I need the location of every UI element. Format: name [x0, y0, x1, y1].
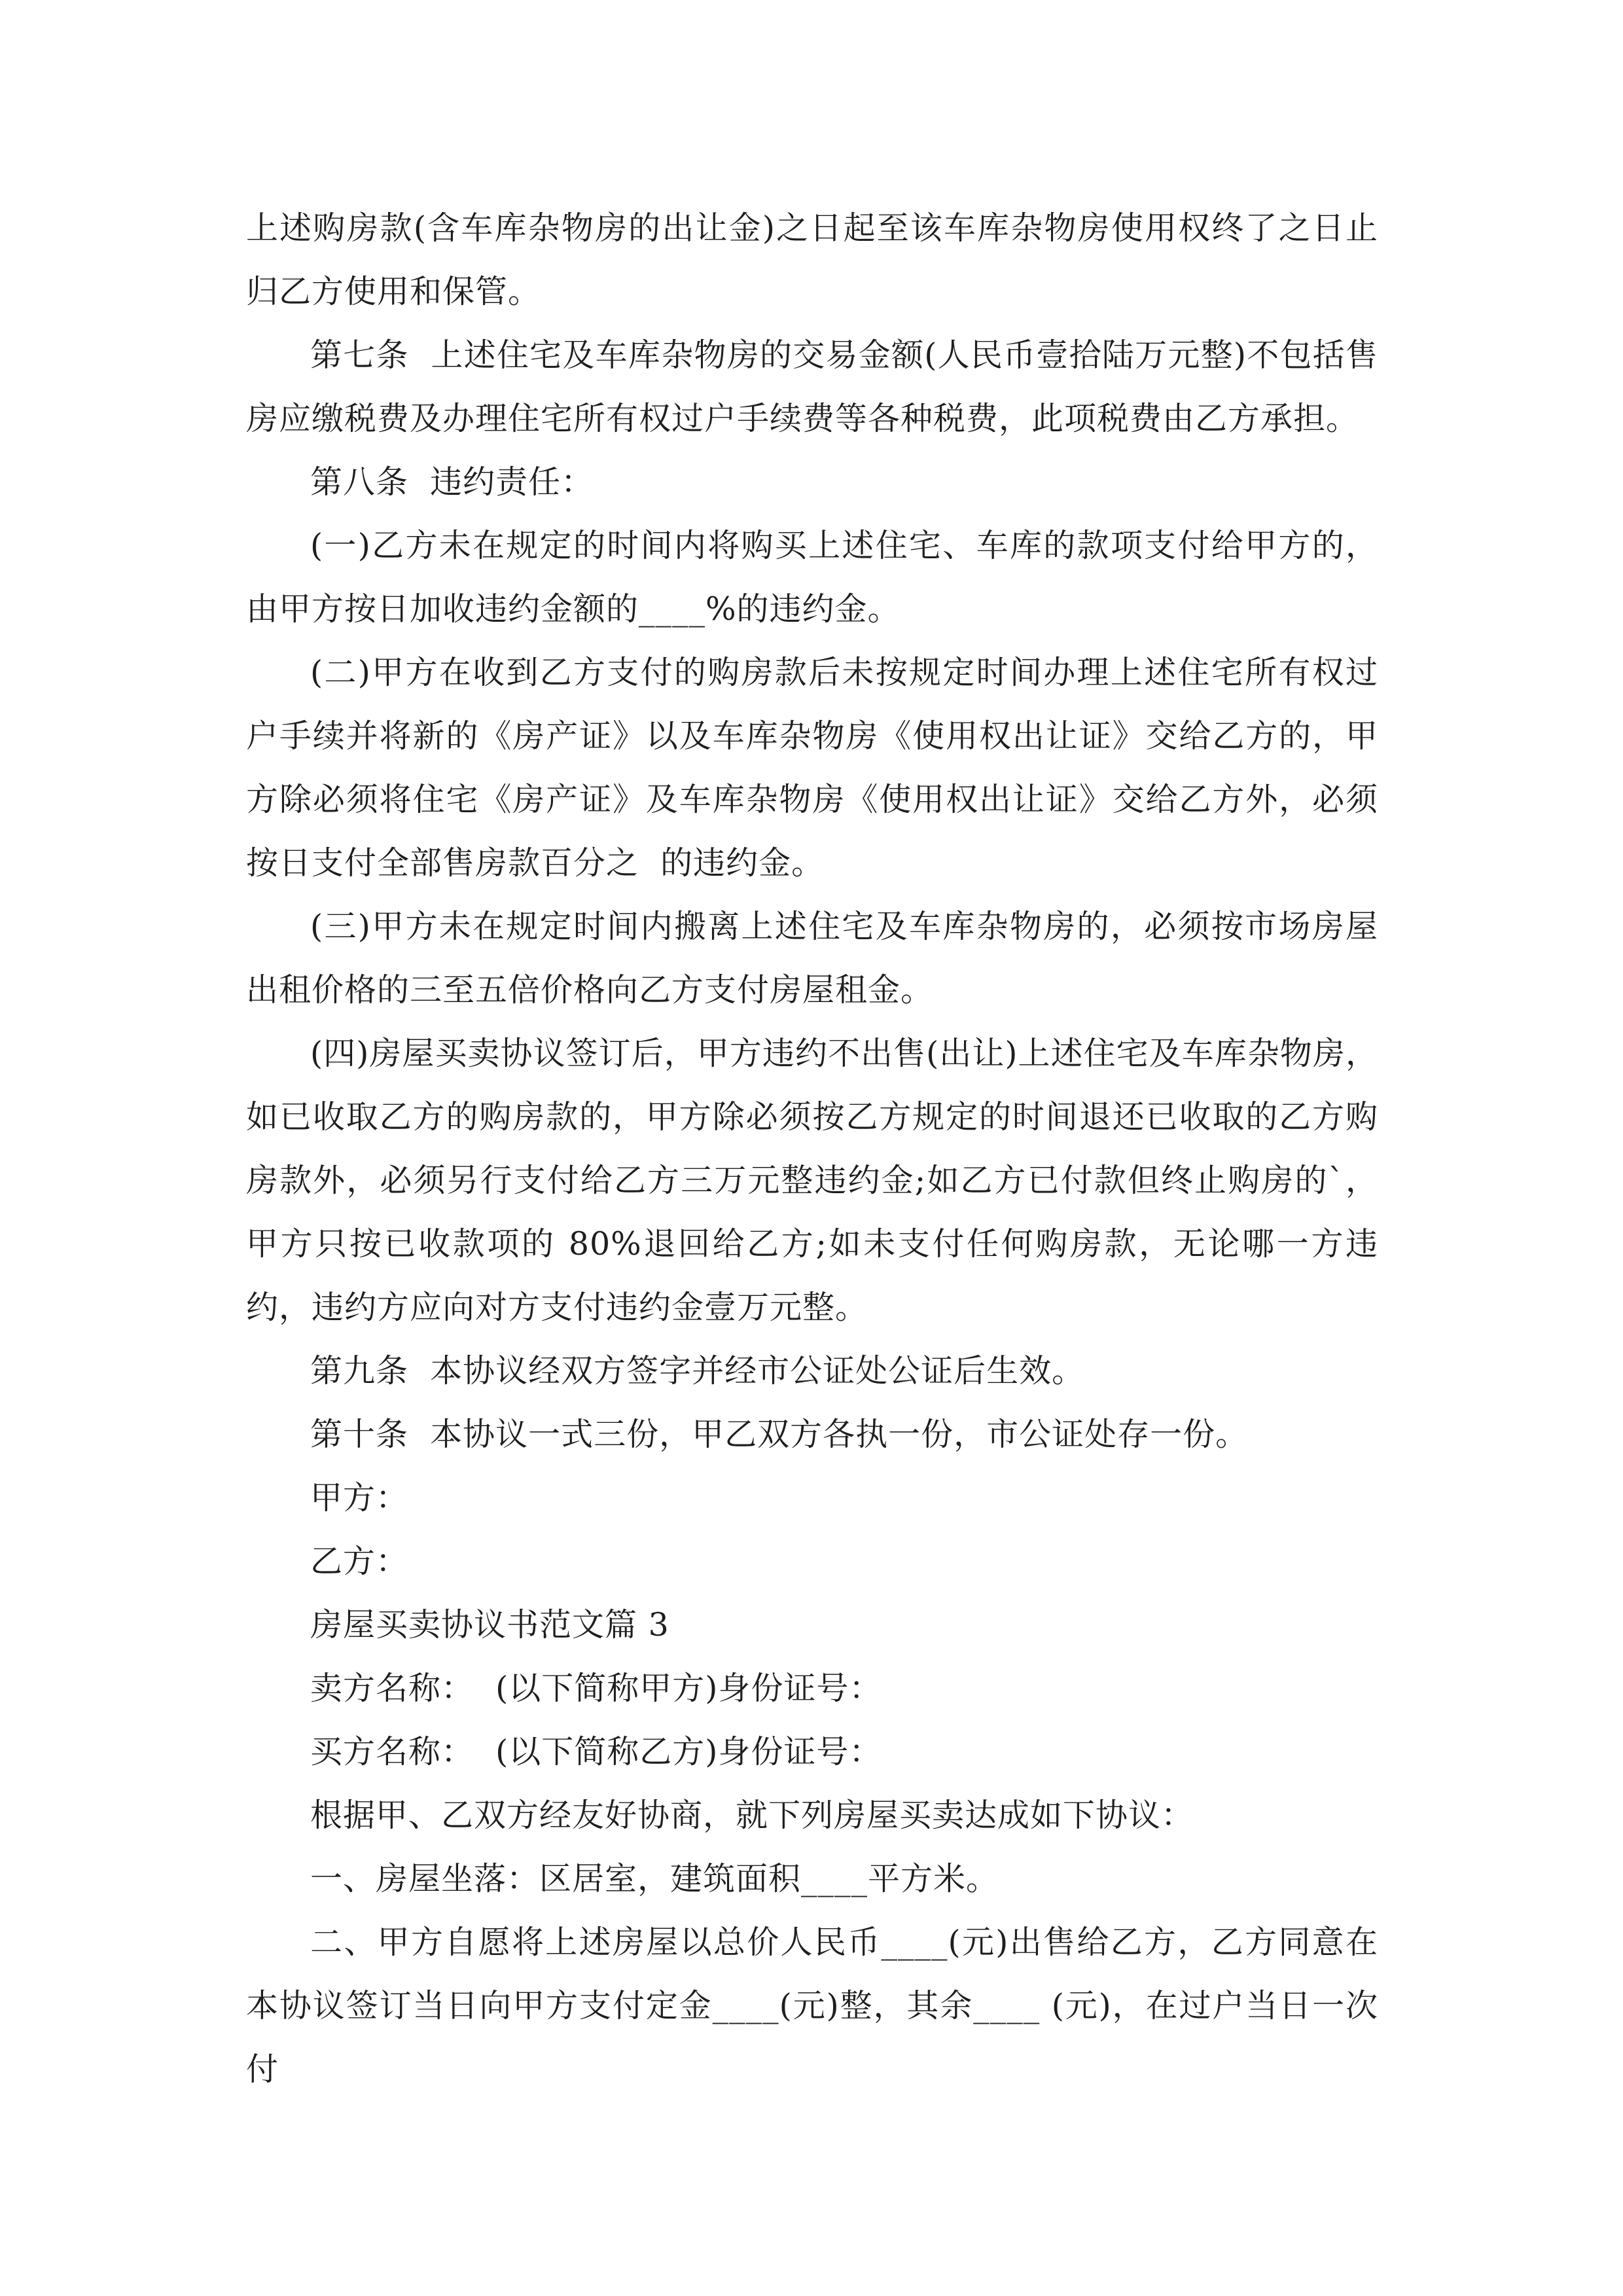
agreement-intro: 根据甲、乙双方经友好协商，就下列房屋买卖达成如下协议： [310, 1797, 1194, 1834]
article-10: 第十条 本协议一式三份，甲乙双方各执一份，市公证处存一份。 [310, 1416, 1249, 1453]
clause-2: (二)甲方在收到乙方支付的购房款后未按规定时间办理上述住宅所有权过户手续并将新的《房产证》以及车库杂物房《使用权出让证》交给乙方的，甲方除必须将住宅《房产证》及车库杂物房《使用权出让证》交给乙方外，必须按日支付全部售房款百分之 的违约金。 [246, 654, 1378, 882]
section-title: 房屋买卖协议书范文篇 3 [310, 1606, 669, 1643]
clause-1: (一)乙方未在规定的时间内将购买上述住宅、车库的款项支付给甲方的，由甲方按日加收违约金额的____%的违约金。 [246, 527, 1378, 628]
seller-info: 卖方名称： (以下简称甲方)身份证号： [310, 1670, 882, 1707]
document-body [246, 196, 1378, 2101]
article-7: 第七条 上述住宅及车库杂物房的交易金额(人民币壹拾陆万元整)不包括售房应缴税费及办理住宅所有权过户手续费等各种税费，此项税费由乙方承担。 [246, 336, 1378, 437]
article-9: 第九条 本协议经双方签字并经市公证处公证后生效。 [310, 1352, 1085, 1390]
clause-3: (三)甲方未在规定时间内搬离上述住宅及车库杂物房的，必须按市场房屋出租价格的三至五倍价格向乙方支付房屋租金。 [246, 908, 1378, 1009]
article-8-heading: 第八条 违约责任： [310, 463, 594, 501]
item-1-location: 一、房屋坐落：区居室，建筑面积____平方米。 [310, 1860, 999, 1897]
paragraph-continuation: 上述购房款(含车库杂物房的出让金)之日起至该车库杂物房使用权终了之日止归乙方使用和保管。 [246, 209, 1378, 310]
item-2-price: 二、甲方自愿将上述房屋以总价人民币____(元)出售给乙方，乙方同意在本协议签订当日向甲方支付定金____(元)整，其余____ (元)，在过户当日一次付 [246, 1924, 1378, 2088]
party-a-signature-line: 甲方： [310, 1479, 409, 1516]
buyer-info: 买方名称： (以下简称乙方)身份证号： [310, 1733, 882, 1770]
party-b-signature-line: 乙方： [310, 1543, 409, 1580]
clause-4: (四)房屋买卖协议签订后，甲方违约不出售(出让)上述住宅及车库杂物房，如已收取乙方的购房款的，甲方除必须按乙方规定的时间退还已收取的乙方购房款外，必须另行支付给乙方三万元整违约金;如乙方已付款但终止购房的`，甲方只按已收款项的 80%退回给乙方;如未支付任何购房款，无论哪一方违约，违约方应向对方支付违约金壹万元整。 [246, 1035, 1378, 1326]
